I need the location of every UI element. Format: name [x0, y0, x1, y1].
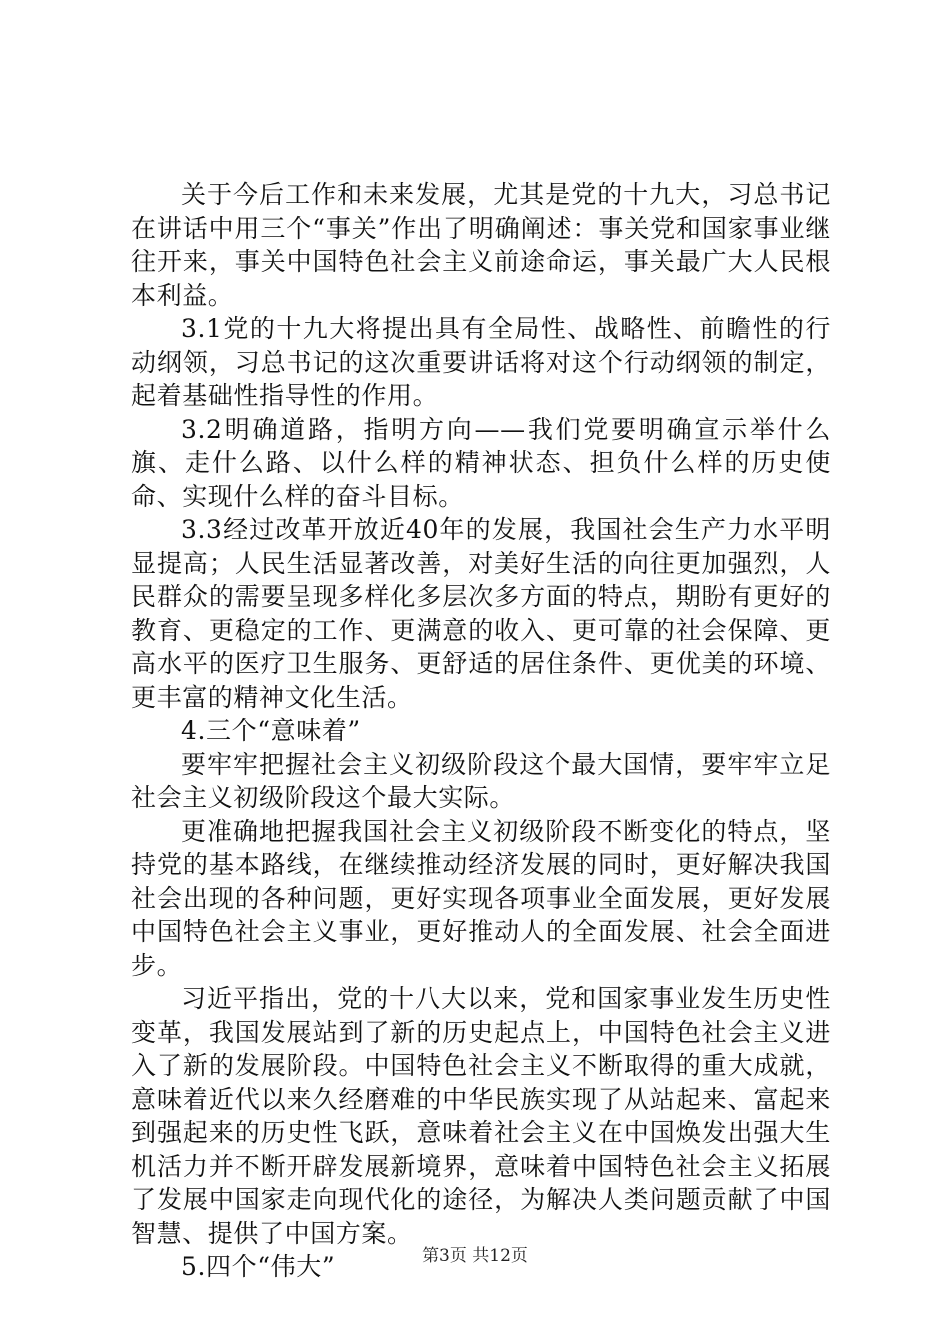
paragraph-intro: 关于今后工作和未来发展，尤其是党的十九大，习总书记在讲话中用三个“事关”作出了明确阐述：事关党和国家事业继往开来，事关中国特色社会主义前途命运，事关最广大人民根本利益。 [131, 180, 831, 310]
paragraph-4-a: 要牢牢把握社会主义初级阶段这个最大国情，要牢牢立足社会主义初级阶段这个最大实际。 [131, 749, 831, 812]
paragraph-3-3: 3.3经过改革开放近40年的发展，我国社会生产力水平明显提高；人民生活显著改善，对美好生活的向往更加强烈，人民群众的需要呈现多样化多层次多方面的特点，期盼有更好的教育、更稳定的工作、更满意的收入、更可靠的社会保障、更高水平的医疗卫生服务、更舒适的居住条件、更优美的环境、更丰富的精神文化生活。 [131, 515, 831, 712]
paragraph-4-c: 习近平指出，党的十八大以来，党和国家事业发生历史性变革，我国发展站到了新的历史起点上，中国特色社会主义进入了新的发展阶段。中国特色社会主义不断取得的重大成就，意味着近代以来久经磨难的中华民族实现了从站起来、富起来到强起来的历史性飞跃，意味着社会主义在中国焕发出强大生机活力并不断开辟发展新境界，意味着中国特色社会主义拓展了发展中国家走向现代化的途径，为解决人类问题贡献了中国智慧、提供了中国方案。 [131, 984, 831, 1248]
paragraph-4-b: 更准确地把握我国社会主义初级阶段不断变化的特点，坚持党的基本路线，在继续推动经济发展的同时，更好解决我国社会出现的各种问题，更好实现各项事业全面发展，更好发展中国特色社会主义事业，更好推动人的全面发展、社会全面进步。 [131, 816, 831, 980]
document-body [131, 178, 831, 1284]
page-number-footer: 第3页 共12页 [422, 1246, 528, 1266]
section-heading-4: 4.三个“意味着” [181, 716, 361, 745]
paragraph-3-2: 3.2明确道路，指明方向——我们党要明确宣示举什么旗、走什么路、以什么样的精神状态、担负什么样的历史使命、实现什么样的奋斗目标。 [131, 414, 831, 511]
section-heading-5: 5.四个“伟大” [181, 1252, 336, 1281]
paragraph-3-1: 3.1党的十九大将提出具有全局性、战略性、前瞻性的行动纲领，习总书记的这次重要讲话将对这个行动纲领的制定，起着基础性指导性的作用。 [131, 314, 831, 410]
